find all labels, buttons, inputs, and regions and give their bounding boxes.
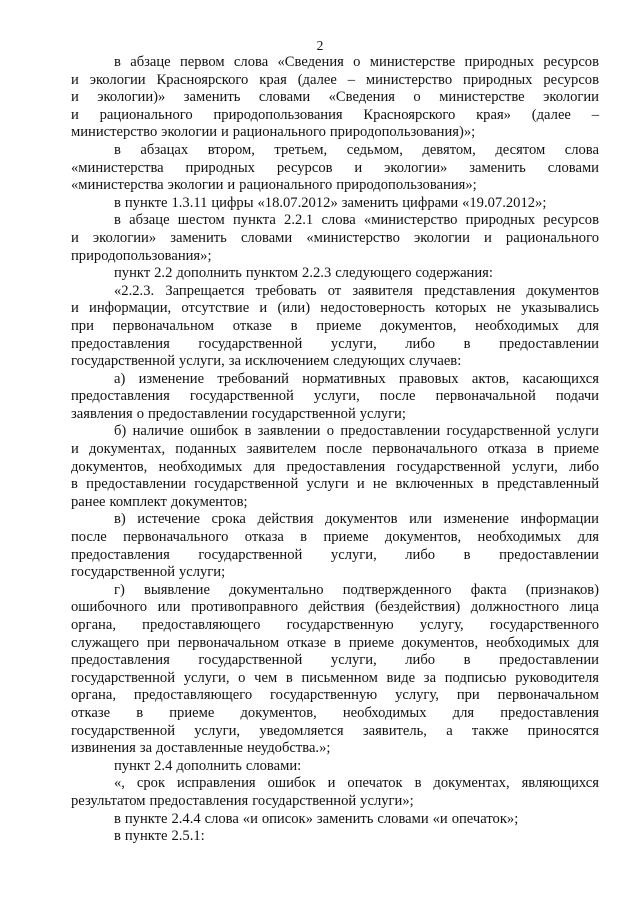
paragraph-line: заявления о предоставлении государственной услуги; xyxy=(71,405,406,422)
paragraph-line: и рационального природопользования Красноярского края» (далее – xyxy=(71,106,599,123)
paragraph-line: министерство экологии и рационального природопользования)»; xyxy=(71,124,476,141)
paragraph-line: природопользования»; xyxy=(71,247,212,264)
paragraph xyxy=(71,142,599,195)
paragraph-line: государственной услуги, уведомляется заявитель, а также приносятся xyxy=(71,722,599,739)
paragraph xyxy=(71,758,599,776)
paragraph-line: «министерства природных ресурсов и экологии» заменить словами xyxy=(71,159,599,176)
paragraph-line: пункт 2.4 дополнить словами: xyxy=(114,757,302,774)
paragraph xyxy=(71,212,599,265)
page-number: 2 xyxy=(316,38,324,53)
paragraph-line: в пункте 2.5.1: xyxy=(114,828,205,845)
paragraph-line: предоставления государственной услуги, либо в предоставлении xyxy=(71,335,599,352)
paragraph xyxy=(71,423,599,511)
paragraph-line: б) наличие ошибок в заявлении о предоставлении государственной услуги xyxy=(114,423,599,440)
paragraph xyxy=(71,265,599,283)
paragraph-line: в абзацах втором, третьем, седьмом, девятом, десятом слова xyxy=(114,141,599,158)
paragraph xyxy=(71,54,599,142)
paragraph-line: служащего при первоначальном отказе в приеме документов, необходимых для xyxy=(71,634,599,651)
paragraph-line: предоставления государственной услуги, после первоначальной подачи xyxy=(71,388,599,405)
paragraph-line: в пункте 2.4.4 слова «и описок» заменить словами «и опечаток»; xyxy=(114,810,519,827)
paragraph xyxy=(71,371,599,424)
paragraph-line: «, срок исправления ошибок и опечаток в документах, являющихся xyxy=(114,775,599,792)
paragraph-line: органа, предоставляющего государственную услугу, при первоначальном xyxy=(71,687,599,704)
paragraph xyxy=(71,582,599,758)
paragraph-line: документов, необходимых для предоставления государственной услуги, либо xyxy=(71,458,599,475)
paragraph xyxy=(71,775,599,810)
paragraph-line: а) изменение требований нормативных правовых актов, касающихся xyxy=(114,370,599,387)
paragraph-line: государственной услуги, за исключением следующих случаев: xyxy=(71,353,462,370)
paragraph-line: и документах, поданных заявителем после первоначального отказа в приеме xyxy=(71,441,599,458)
paragraph-line: предоставления государственной услуги, либо в предоставлении xyxy=(71,546,599,563)
paragraph xyxy=(71,811,599,829)
paragraph-line: пункт 2.2 дополнить пунктом 2.2.3 следующего содержания: xyxy=(114,265,493,282)
paragraph-line: в) истечение срока действия документов или изменение информации xyxy=(114,511,599,528)
paragraph-line: и информации, отсутствие и (или) недостоверность которых не указывались xyxy=(71,300,599,317)
paragraph-line: и экологии Красноярского края (далее – министерство природных ресурсов xyxy=(71,71,599,88)
document-body xyxy=(71,54,599,846)
paragraph-line: органа, предоставляющего государственную услугу, государственного xyxy=(71,617,599,633)
paragraph-line: извинения за доставленные неудобства.»; xyxy=(71,740,331,757)
paragraph xyxy=(71,828,599,846)
paragraph-line: государственной услуги; xyxy=(71,564,226,581)
paragraph-line: ранее комплект документов; xyxy=(71,493,248,510)
paragraph xyxy=(71,511,599,581)
paragraph xyxy=(71,283,599,371)
paragraph-line: предоставления государственной услуги, либо в предоставлении xyxy=(71,652,599,669)
paragraph-line: «министерства экологии и рационального природопользования»; xyxy=(71,177,477,194)
paragraph-line: в пункте 1.3.11 цифры «18.07.2012» заменить цифрами «19.07.2012»; xyxy=(114,194,547,211)
paragraph-line: г) выявление документально подтвержденного факта (признаков) xyxy=(114,581,599,598)
paragraph xyxy=(71,195,599,213)
paragraph-line: после первоначального отказа в приеме документов, необходимых для xyxy=(71,529,599,546)
paragraph-line: и экологии)» заменить словами «Сведения о министерстве экологии xyxy=(71,89,599,106)
paragraph-line: «2.2.3. Запрещается требовать от заявителя представления документов xyxy=(114,282,599,299)
paragraph-line: в предоставлении государственной услуги и не включенных в представленный xyxy=(71,476,599,493)
paragraph-line: результатом предоставления государственной услуги»; xyxy=(71,792,414,809)
paragraph-line: и экологии» заменить словами «министерство экологии и рационального xyxy=(71,229,599,246)
paragraph-line: в абзаце первом слова «Сведения о министерстве природных ресурсов xyxy=(114,54,599,70)
paragraph-line: ошибочного или противоправного действия (бездействия) должностного лица xyxy=(71,599,599,616)
paragraph-line: в абзаце шестом пункта 2.2.1 слова «министерство природных ресурсов xyxy=(114,212,599,229)
paragraph-line: отказе в приеме документов, необходимых для предоставления xyxy=(71,704,599,721)
paragraph-line: государственной услуги, о чем в письменном виде за подписью руководителя xyxy=(71,669,599,686)
paragraph-line: при первоначальном отказе в приеме документов, необходимых для xyxy=(71,317,599,334)
